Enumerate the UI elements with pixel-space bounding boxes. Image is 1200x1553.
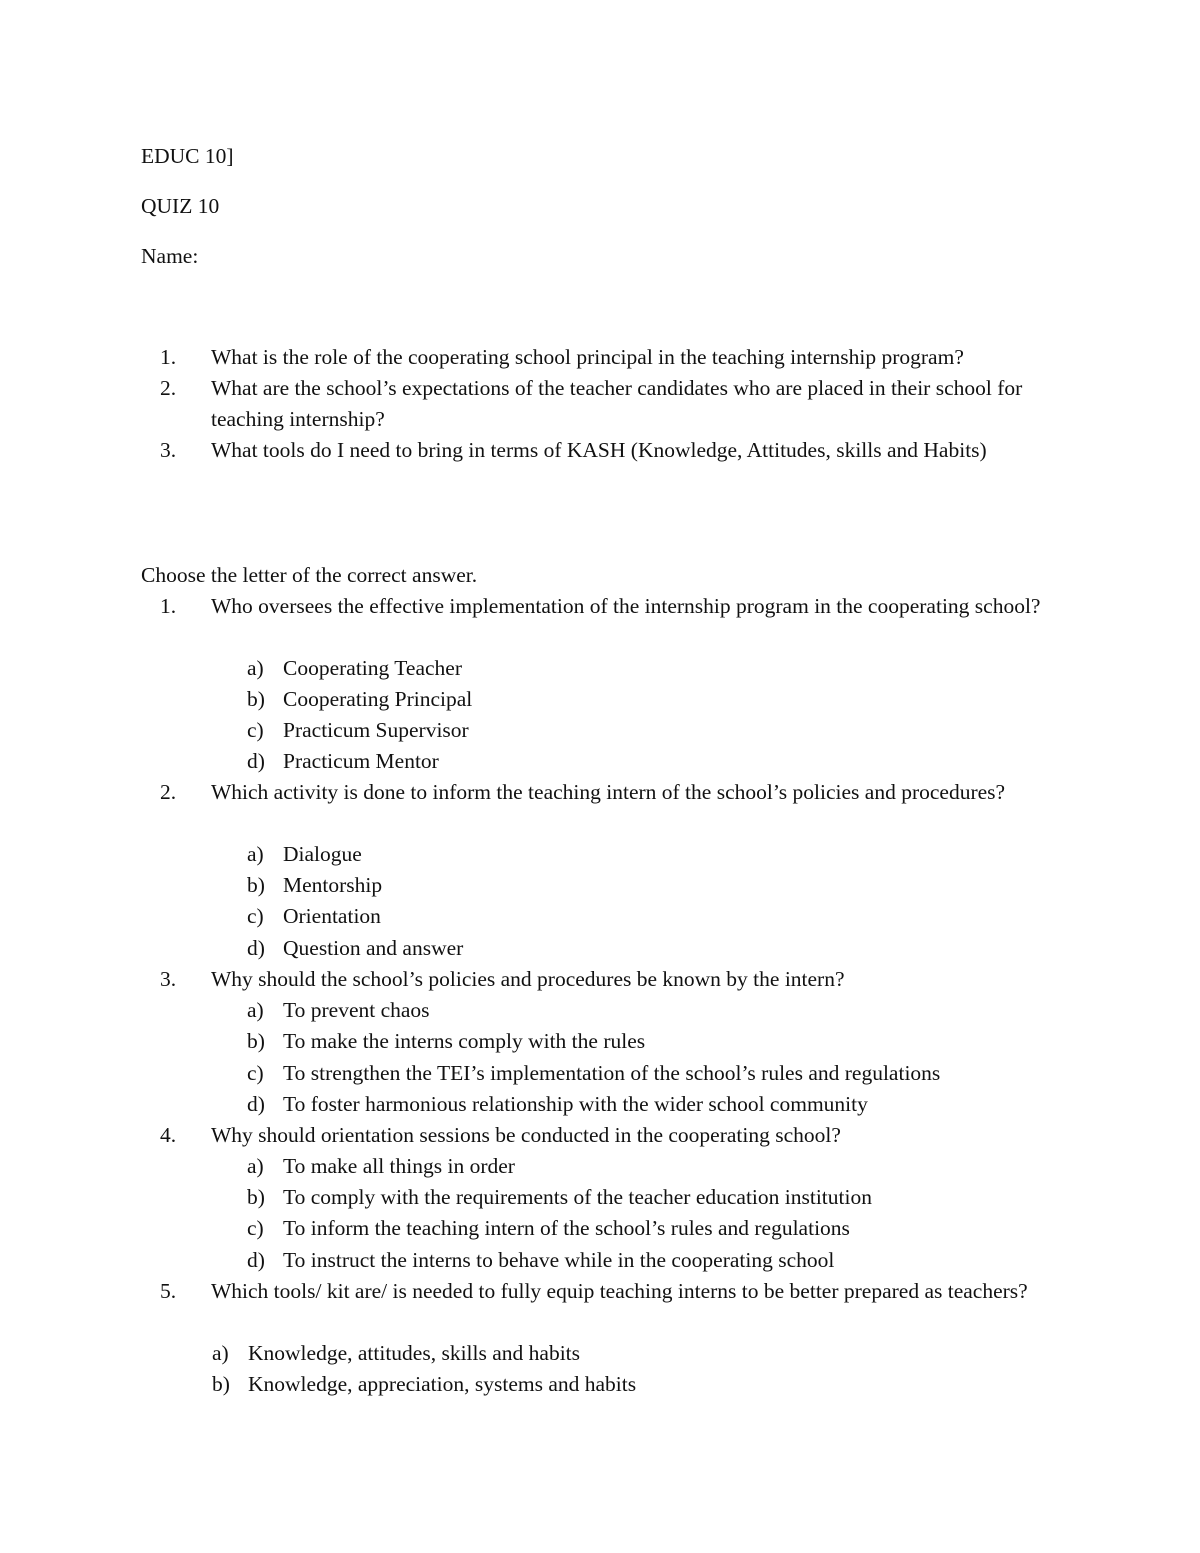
essay-question-text: What is the role of the cooperating school principal in the teaching internship program? xyxy=(211,345,964,369)
mc-question-text: Which tools/ kit are/ is needed to fully equip teaching interns to be better prepared as teachers? xyxy=(211,1279,1028,1303)
option-text: To foster harmonious relationship with the wider school community xyxy=(283,1092,868,1116)
mc-question xyxy=(160,1276,1050,1307)
answer-option xyxy=(247,933,463,964)
answer-option xyxy=(247,715,469,746)
mc-question-number: 4. xyxy=(160,1123,177,1147)
option-text: Cooperating Principal xyxy=(283,687,473,711)
answer-option xyxy=(247,870,382,901)
answer-option xyxy=(212,1369,636,1400)
option-letter: c) xyxy=(247,718,264,742)
option-text: To instruct the interns to behave while in the cooperating school xyxy=(283,1248,835,1272)
option-letter: c) xyxy=(247,904,264,928)
option-text: To inform the teaching intern of the school’s rules and regulations xyxy=(283,1216,850,1240)
essay-question-number: 3. xyxy=(160,438,177,462)
option-letter: b) xyxy=(247,873,265,897)
answer-option xyxy=(247,839,362,870)
answer-option xyxy=(247,1245,834,1276)
essay-question-text: What tools do I need to bring in terms of KASH (Knowledge, Attitudes, skills and Habits) xyxy=(211,438,987,462)
answer-option xyxy=(247,1058,940,1089)
essay-question-number: 1. xyxy=(160,345,177,369)
option-letter: a) xyxy=(247,656,264,680)
mc-question-number: 3. xyxy=(160,967,177,991)
mc-question-text: Why should orientation sessions be conducted in the cooperating school? xyxy=(211,1123,841,1147)
option-text: Mentorship xyxy=(283,873,383,897)
essay-question xyxy=(160,373,1050,435)
essay-question xyxy=(160,342,1050,373)
option-letter: d) xyxy=(247,936,265,960)
mc-question-number: 5. xyxy=(160,1279,177,1303)
essay-question-number: 2. xyxy=(160,376,177,400)
option-text: Knowledge, appreciation, systems and habits xyxy=(248,1372,637,1396)
mc-question xyxy=(160,964,1050,995)
answer-option xyxy=(247,746,439,777)
answer-option xyxy=(247,653,462,684)
option-letter: d) xyxy=(247,749,265,773)
mc-question-text: Which activity is done to inform the teaching intern of the school’s policies and procedures? xyxy=(211,780,1006,804)
course-code: EDUC 10] xyxy=(141,144,234,168)
mc-question-text: Why should the school’s policies and procedures be known by the intern? xyxy=(211,967,845,991)
answer-option xyxy=(247,1151,515,1182)
option-letter: b) xyxy=(212,1372,230,1396)
option-letter: b) xyxy=(247,1029,265,1053)
answer-option xyxy=(247,684,472,715)
answer-option xyxy=(212,1338,580,1369)
option-letter: d) xyxy=(247,1092,265,1116)
option-text: To prevent chaos xyxy=(283,998,430,1022)
option-text: Practicum Supervisor xyxy=(283,718,469,742)
option-letter: b) xyxy=(247,687,265,711)
option-text: Cooperating Teacher xyxy=(283,656,462,680)
mc-question-text: Who oversees the effective implementation of the internship program in the cooperating school? xyxy=(211,594,1041,618)
answer-option xyxy=(247,995,430,1026)
answer-option xyxy=(247,901,381,932)
answer-option xyxy=(247,1089,868,1120)
option-text: To make the interns comply with the rules xyxy=(283,1029,646,1053)
option-letter: a) xyxy=(247,842,264,866)
option-text: Practicum Mentor xyxy=(283,749,439,773)
answer-option xyxy=(247,1213,850,1244)
mc-question-number: 1. xyxy=(160,594,177,618)
option-letter: a) xyxy=(247,998,264,1022)
mc-question xyxy=(160,591,1050,622)
option-text: To strengthen the TEI’s implementation of the school’s rules and regulations xyxy=(283,1061,941,1085)
essay-question xyxy=(160,435,1050,466)
answer-option xyxy=(247,1026,645,1057)
option-letter: c) xyxy=(247,1061,264,1085)
mc-instruction: Choose the letter of the correct answer. xyxy=(141,563,478,587)
option-text: Orientation xyxy=(283,904,381,928)
answer-option xyxy=(247,1182,872,1213)
name-label: Name: xyxy=(141,244,199,268)
mc-question xyxy=(160,777,1050,808)
option-text: Knowledge, attitudes, skills and habits xyxy=(248,1341,581,1365)
mc-question xyxy=(160,1120,1050,1151)
essay-question-text: What are the school’s expectations of the teacher candidates who are placed in their school for teaching internship? xyxy=(211,376,1023,431)
mc-question-number: 2. xyxy=(160,780,177,804)
option-letter: a) xyxy=(247,1154,264,1178)
option-text: To comply with the requirements of the teacher education institution xyxy=(283,1185,872,1209)
option-text: Question and answer xyxy=(283,936,464,960)
option-letter: b) xyxy=(247,1185,265,1209)
option-letter: c) xyxy=(247,1216,264,1240)
option-letter: d) xyxy=(247,1248,265,1272)
option-text: To make all things in order xyxy=(283,1154,515,1178)
quiz-title: QUIZ 10 xyxy=(141,194,220,218)
option-text: Dialogue xyxy=(283,842,362,866)
option-letter: a) xyxy=(212,1341,229,1365)
